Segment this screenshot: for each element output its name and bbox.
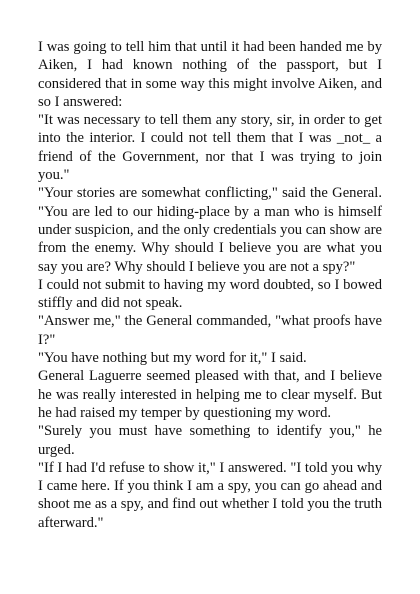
paragraph: I could not submit to having my word doubted, so I bowed stiffly and did not speak.: [38, 276, 382, 312]
paragraph: "Your stories are somewhat conflicting," said the General. "You are led to our hiding-place by a man who is himself under suspicion, and the only credentials you can show are from the enemy. Why should I believe you are what you say you are? Why should I believe you are not a spy?": [38, 185, 382, 275]
paragraph: "You have nothing but my word for it," I said.: [38, 350, 307, 367]
paragraph: "If I had I'd refuse to show it," I answered. "I told you why I came here. If you think I am a spy, you can go ahead and shoot me as a spy, and find out whether I told you the truth afterward.": [38, 459, 382, 531]
paragraph: I was going to tell him that until it had been handed me by Aiken, I had known nothing of the passport, but I considered that in some way this might involve Aiken, and so I answered:: [38, 39, 382, 110]
paragraph: "It was necessary to tell them any story, sir, in order to get into the interior. I could not tell them that I was _not_ a friend of the Government, nor that I was trying to join you.": [38, 112, 382, 184]
paragraph: General Laguerre seemed pleased with that, and I believe he was really interested in helping me to clear myself. But he had raised my temper by questioning my word.: [38, 368, 382, 421]
paragraph: "Surely you must have something to identify you," he urged.: [38, 423, 382, 458]
document-page: [38, 38, 382, 532]
paragraph: "Answer me," the General commanded, "what proofs have I?": [38, 313, 382, 348]
